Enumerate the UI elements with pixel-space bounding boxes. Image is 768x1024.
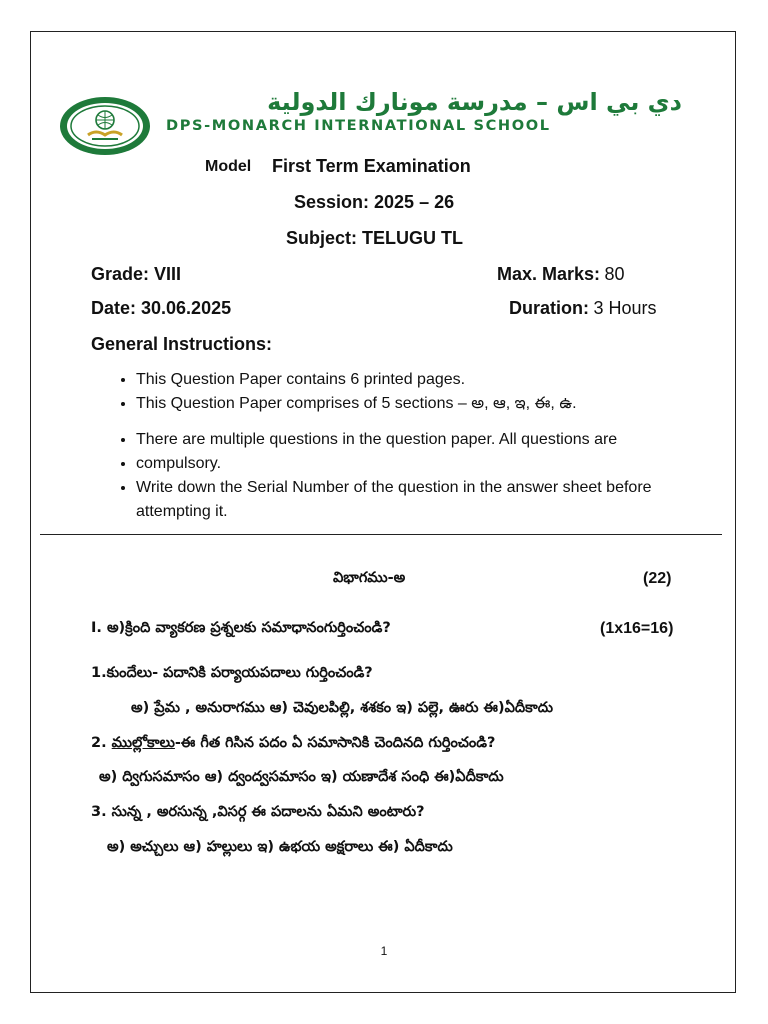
subject: Subject: TELUGU TL (286, 228, 463, 248)
page-number: 1 (380, 944, 388, 958)
school-logo-icon (58, 95, 152, 157)
question-1: 1.కుందేలు- పదానికి పర్యాయపదాలు గుర్తించండి? (91, 665, 373, 681)
exam-prefix: Model (205, 158, 252, 175)
school-name-arabic: دي بي اس – مدرسة مونارك الدولية (267, 88, 682, 116)
exam-date: Date: 30.06.2025 (91, 298, 232, 318)
question-1-options: అ) ప్రేమ , అనురాగము ఆ) చెవులపిల్లి, శశకం ఇ) పల్లె, ఊరు ఈ)ఏదీకాదు (131, 700, 553, 716)
instruction-item: • compulsory. (136, 452, 726, 476)
question-3: 3. సున్న , అరసున్న ,విసర్గ ఈ పదాలను ఏమని అంటారు? (91, 804, 425, 820)
instruction-item: • This Question Paper comprises of 5 sections – అ, ఆ, ఇ, ఈ, ఉ. (136, 392, 726, 416)
duration-label: Duration: (509, 298, 589, 318)
instructions-list-2 (110, 428, 726, 524)
question-3-options: అ) అచ్చులు ఆ) హల్లులు ఇ) ఉభయ అక్షరాలు ఈ) ఏదీకాదు (107, 839, 453, 855)
question-2-number: 2. (91, 735, 107, 751)
grade: Grade: VIII (91, 264, 182, 284)
section-divider (40, 534, 722, 535)
section-title: విభాగము-అ (333, 570, 406, 586)
question-2-underlined-word: ముల్లోకాలు (111, 735, 175, 751)
instruction-item: • This Question Paper contains 6 printed pages. (136, 368, 726, 392)
question-2-text: -ఈ గీత గిసిన పదం ఏ సమాసానికి చెందినది గుర్తించండి? (174, 735, 496, 751)
duration-value: 3 Hours (593, 298, 657, 318)
part-instruction: I. అ)క్రింది వ్యాకరణ ప్రశ్నలకు సమాధానంగుర్తించండి? (91, 620, 391, 636)
session: Session: 2025 – 26 (294, 192, 455, 212)
instructions-heading: General Instructions: (91, 334, 273, 354)
part-marks: (1x16=16) (600, 620, 674, 637)
instruction-item: • Write down the Serial Number of the question in the answer sheet before attempting it. (136, 476, 676, 524)
school-name-english: DPS-MONARCH INTERNATIONAL SCHOOL (166, 117, 551, 134)
max-marks-label: Max. Marks: (497, 264, 601, 284)
section-marks: (22) (643, 570, 672, 587)
duration (509, 298, 656, 319)
question-2-options: అ) ద్విగుసమాసం ఆ) ద్వంద్వసమాసం ఇ) యణాదేశ సంధి ఈ)ఏదీకాదు (99, 769, 504, 785)
question-2 (91, 735, 495, 755)
instructions-list-1 (110, 368, 726, 416)
max-marks (497, 264, 625, 285)
exam-title: First Term Examination (272, 156, 471, 176)
instruction-item: • There are multiple questions in the question paper. All questions are (136, 428, 726, 452)
max-marks-value: 80 (604, 264, 625, 284)
